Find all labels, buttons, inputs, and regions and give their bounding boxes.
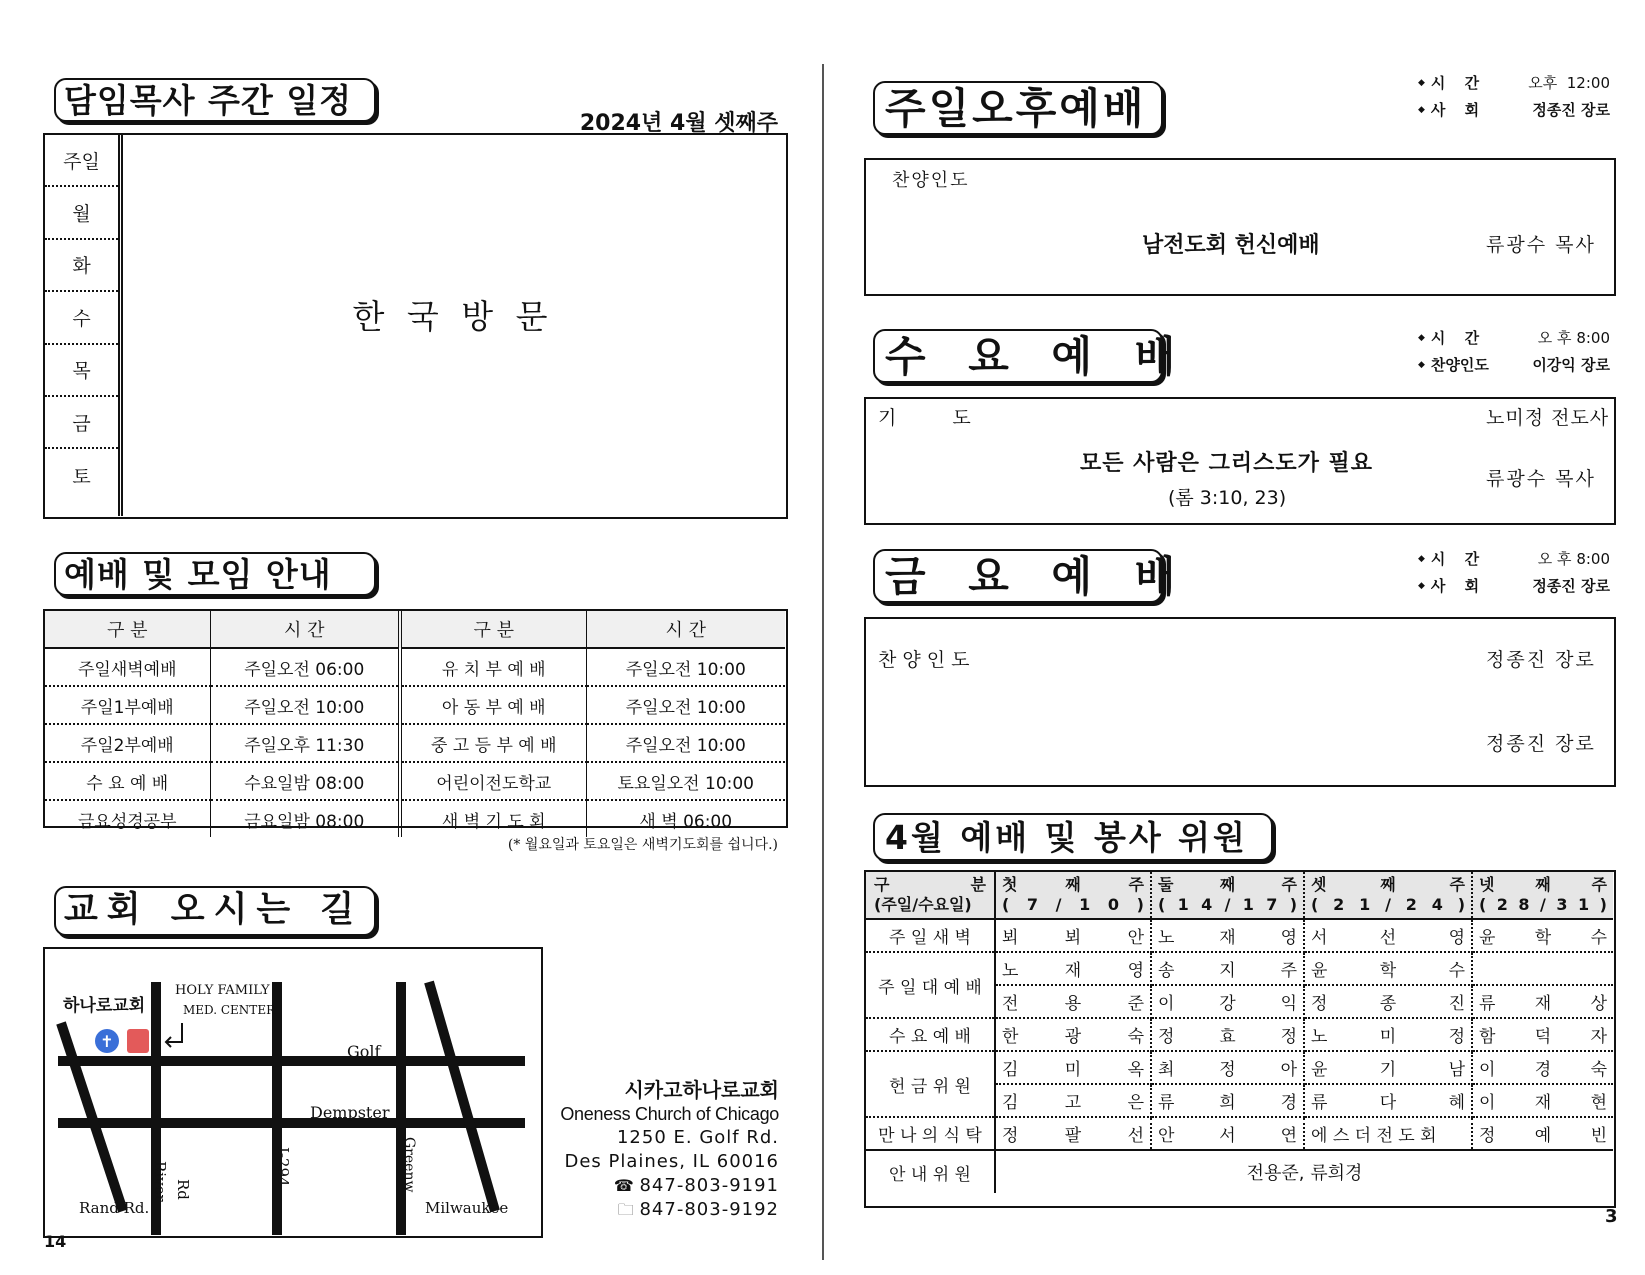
duty-row	[866, 1018, 1613, 1051]
directions-heading: 교회 오시는 길	[54, 886, 376, 936]
duty-name-char: 재	[1534, 1093, 1552, 1113]
duty-cell	[1472, 952, 1613, 985]
duty-name-char: 수	[1590, 928, 1607, 948]
duty-row-label: 헌 금 위 원	[866, 1051, 995, 1117]
services-header-time-2: 시 간	[586, 611, 785, 648]
duty-cell	[1472, 919, 1613, 952]
bullet-icon: ◆	[1418, 78, 1425, 88]
info-label: 시 간	[1430, 74, 1480, 92]
duty-cell	[1304, 1051, 1472, 1084]
phone-line	[555, 1174, 779, 1198]
duty-header-week	[1151, 872, 1304, 919]
duty-name-char: 학	[1534, 928, 1552, 948]
wednesday-info	[1418, 325, 1610, 379]
duty-row-label: 수 요 예 배	[866, 1018, 995, 1051]
info-value: 오 후 8:00	[1537, 329, 1610, 347]
weekday-cell: 금	[45, 397, 118, 449]
info-line	[1418, 97, 1610, 124]
hospital-label-2: MED. CENTER	[183, 1003, 276, 1017]
sunday-pm-worship-leader: 찬양인도	[892, 170, 970, 191]
duty-name-char: 정	[1219, 1060, 1236, 1080]
friday-speaker: 정종진 장로	[1486, 733, 1596, 755]
friday-box	[864, 617, 1616, 787]
services-footnote: (* 월요일과 토요일은 새벽기도회를 쉽니다.)	[507, 837, 778, 853]
duty-cell	[1304, 985, 1472, 1018]
duty-cell	[1472, 1051, 1613, 1084]
folder-icon: 🗀	[617, 1200, 634, 1219]
duty-name-char: 숙	[1590, 1060, 1607, 1080]
duty-name-char: 혜	[1448, 1093, 1465, 1113]
bullet-icon: ◆	[1418, 105, 1425, 115]
weekday-column	[45, 135, 123, 516]
service-time: 새 벽 06:00	[639, 811, 733, 832]
church-korean-name: 시카고하나로교회	[624, 1078, 779, 1102]
duty-cell	[1304, 1018, 1472, 1051]
services-header-division-2: 구 분	[400, 611, 586, 648]
service-row	[45, 648, 785, 686]
duty-cell	[1472, 1117, 1613, 1150]
weekly-schedule-table	[43, 133, 788, 519]
duty-name-char: 정	[1479, 1126, 1496, 1146]
duty-header-week	[1304, 872, 1472, 919]
duty-name-char: 김	[1002, 1093, 1019, 1113]
church-map-label: 하나로교회	[63, 996, 146, 1016]
services-table	[45, 611, 785, 837]
duty-name-char: 강	[1219, 994, 1236, 1014]
service-row	[45, 762, 785, 800]
duty-cell	[1304, 919, 1472, 952]
duty-cell	[1151, 985, 1304, 1018]
wednesday-prayer-label: 기 도	[878, 407, 971, 429]
services-heading: 예배 및 모임 안내	[54, 552, 376, 596]
weekly-schedule-heading: 담임목사 주간 일정	[54, 78, 376, 122]
duty-name-char: 숙	[1127, 1027, 1144, 1047]
sunday-pm-heading: 주일오후예배	[873, 81, 1163, 135]
weekday-cell: 수	[45, 292, 118, 344]
duty-header-week	[995, 872, 1151, 919]
duty-name-char: 광	[1064, 1027, 1082, 1047]
duty-table-frame	[864, 870, 1616, 1208]
duty-cell	[995, 919, 1151, 952]
greenwood-label: Greenw	[401, 1137, 417, 1193]
duty-name-char: 한	[1002, 1027, 1019, 1047]
service-time: 주일오전 06:00	[210, 648, 400, 686]
duty-name-char: 영	[1448, 928, 1465, 948]
rd-label: Rd	[174, 1179, 192, 1200]
info-label: 시 간	[1430, 550, 1480, 568]
info-value: 오후 12:00	[1528, 74, 1610, 92]
street-address: 1250 E. Golf Rd.	[616, 1127, 779, 1148]
info-line	[1418, 325, 1610, 352]
duty-name-char: 함	[1479, 1027, 1496, 1047]
rand-road	[61, 1023, 123, 1211]
wednesday-prayer-name: 노미정 전도사	[1486, 407, 1610, 429]
duty-header-division-label: 구 분	[874, 875, 986, 894]
duty-name-char: 송	[1158, 961, 1175, 981]
page-divider	[822, 64, 824, 1260]
service-row	[45, 686, 785, 724]
duty-row	[866, 1051, 1613, 1084]
friday-info	[1418, 546, 1610, 600]
info-label: 시 간	[1430, 329, 1480, 347]
duty-name-char: 진	[1448, 994, 1465, 1014]
milwaukee-road	[429, 982, 495, 1211]
duty-cell	[1151, 1051, 1304, 1084]
duty-name-char: 선	[1127, 1126, 1144, 1146]
duty-name-char: 상	[1590, 994, 1607, 1014]
weekday-cell: 월	[45, 187, 118, 239]
duty-cell	[1472, 1018, 1613, 1051]
duty-name-char: 희	[1219, 1093, 1236, 1113]
duty-cell	[1304, 1084, 1472, 1117]
service-name: 아 동 부 예 배	[400, 686, 586, 724]
services-header-time-1: 시 간	[210, 611, 400, 648]
duty-name-char: 기	[1379, 1060, 1397, 1080]
duty-name-char: 전	[1002, 994, 1019, 1014]
duty-name-char: 학	[1379, 961, 1397, 981]
duty-name-char: 영	[1127, 961, 1144, 981]
duty-cell	[995, 1084, 1151, 1117]
weekday-cell: 목	[45, 345, 118, 397]
duty-week-name: 첫 째 주	[1002, 875, 1144, 894]
duty-cell	[1151, 1117, 1304, 1150]
svg-text:✝: ✝	[100, 1032, 114, 1051]
weekday-cell: 화	[45, 240, 118, 292]
service-time: 주일오전 10:00	[210, 686, 400, 724]
duty-usher-label: 안 내 위 원	[866, 1150, 995, 1193]
sunday-pm-title: 남전도회 헌신예배	[1142, 233, 1320, 258]
services-header-division-1: 구 분	[45, 611, 210, 648]
duty-name-char: 재	[1064, 961, 1082, 981]
duty-row-label: 만 나 의 식 탁	[866, 1117, 995, 1150]
wednesday-verse: (롬 3:10, 23)	[1168, 487, 1287, 509]
duty-name-char: 정	[1311, 994, 1328, 1014]
duty-usher-row	[866, 1150, 1613, 1193]
duty-name-char: 용	[1064, 994, 1082, 1014]
duty-cell	[1151, 1084, 1304, 1117]
duty-cell	[1151, 1018, 1304, 1051]
info-value: 이강익 장로	[1532, 356, 1610, 374]
info-line	[1418, 546, 1610, 573]
duty-week-dates: ( 1 4 / 1 7 )	[1158, 895, 1297, 914]
duty-name-char: 연	[1280, 1126, 1297, 1146]
phone-icon: ☎	[613, 1176, 634, 1195]
duty-name-char: 정	[1280, 1027, 1297, 1047]
service-name: 어린이전도학교	[400, 762, 586, 800]
info-value: 정종진 장로	[1532, 577, 1610, 595]
duty-name-char: 지	[1219, 961, 1236, 981]
duty-name-char: 팔	[1064, 1126, 1082, 1146]
duty-week-name: 둘 째 주	[1158, 875, 1297, 894]
fax-number: 847-803-9192	[639, 1199, 779, 1220]
duty-name-char: 안	[1127, 928, 1144, 948]
duty-name-char: 윤	[1311, 1060, 1328, 1080]
duty-cell	[1304, 952, 1472, 985]
duty-name-char: 뵈	[1064, 928, 1082, 948]
duty-header-week	[1472, 872, 1613, 919]
duty-name-char: 정	[1158, 1027, 1175, 1047]
duty-header-days: (주일/수요일)	[874, 895, 972, 914]
friday-heading: 금 요 예 배	[873, 549, 1163, 603]
duty-week-dates: ( 2 8 / 3 1 )	[1479, 895, 1607, 914]
info-label: 찬양인도	[1430, 356, 1489, 374]
duty-week-name: 셋 째 주	[1311, 875, 1465, 894]
service-row	[45, 800, 785, 837]
duty-name-char: 효	[1219, 1027, 1236, 1047]
duty-cell	[1151, 952, 1304, 985]
sunday-pm-info	[1418, 70, 1610, 124]
wednesday-box	[864, 397, 1616, 525]
church-map	[43, 947, 543, 1238]
milwaukee-label: Milwaukee	[425, 1199, 509, 1217]
rand-label: Rand Rd.	[79, 1199, 150, 1217]
duty-name-char: 고	[1064, 1093, 1082, 1113]
duty-name-char: 예	[1534, 1126, 1552, 1146]
duty-row-label: 주 일 새 벽	[866, 919, 995, 952]
duty-usher-names: 전용준, 류희경	[995, 1150, 1613, 1193]
duty-name-char: 경	[1280, 1093, 1297, 1113]
bullet-icon: ◆	[1418, 333, 1425, 343]
i294-label: I-294	[274, 1147, 292, 1187]
duty-name-char: 영	[1280, 928, 1297, 948]
church-marker-icon	[127, 1029, 149, 1053]
duty-name-char: 이	[1479, 1060, 1496, 1080]
service-time: 주일오전 10:00	[586, 686, 785, 724]
dempster-label: Dempster	[310, 1103, 390, 1122]
duty-cell	[995, 952, 1151, 985]
duty-cell	[995, 1018, 1151, 1051]
duty-cell	[1304, 1117, 1472, 1150]
duty-row	[866, 952, 1613, 985]
friday-leader-name: 정종진 장로	[1486, 649, 1596, 671]
schedule-note: 한 국 방 문	[352, 297, 554, 336]
info-label: 사 회	[1430, 101, 1480, 119]
duty-table	[866, 872, 1613, 1193]
wednesday-speaker: 류광수 목사	[1486, 468, 1596, 490]
duty-name-char: 미	[1379, 1027, 1397, 1047]
duty-name-char: 윤	[1479, 928, 1496, 948]
fax-line	[555, 1198, 779, 1222]
duty-cell	[1472, 1084, 1613, 1117]
duty-header-division	[866, 872, 995, 919]
duty-cell	[995, 985, 1151, 1018]
duty-name-char: 빈	[1590, 1126, 1607, 1146]
duty-row	[866, 1117, 1613, 1150]
duty-heading: 4월 예배 및 봉사 위원	[873, 813, 1273, 861]
duty-name-char: 뵈	[1002, 928, 1019, 948]
duty-name-char: 이	[1479, 1093, 1496, 1113]
duty-name-char: 정	[1002, 1126, 1019, 1146]
weekday-cell: 토	[72, 465, 91, 488]
golf-label: Golf	[347, 1042, 381, 1061]
duty-week-dates: ( 7 / 1 0 )	[1002, 895, 1144, 914]
duty-name-char: 안	[1158, 1126, 1175, 1146]
sunday-pm-speaker: 류광수 목사	[1486, 234, 1596, 256]
duty-name-char: 미	[1064, 1060, 1082, 1080]
hospital-label-1: HOLY FAMILY	[175, 983, 270, 998]
duty-name-char: 다	[1379, 1093, 1397, 1113]
duty-name-char: 수	[1448, 961, 1465, 981]
duty-name-char: 이	[1158, 994, 1175, 1014]
service-name: 주일1부예배	[45, 686, 210, 724]
duty-name-char: 류	[1158, 1093, 1175, 1113]
duty-name-char: 에 스 더 전 도 회	[1311, 1126, 1437, 1146]
duty-name-char: 노	[1158, 928, 1175, 948]
duty-name-char: 준	[1127, 994, 1144, 1014]
duty-name-char: 현	[1590, 1093, 1607, 1113]
week-label: 2024년 4월 셋째주	[579, 111, 778, 136]
duty-row	[866, 919, 1613, 952]
duty-name-char: 남	[1448, 1060, 1465, 1080]
river-label: River	[151, 1161, 169, 1202]
service-name: 수 요 예 배	[45, 762, 210, 800]
info-line	[1418, 352, 1610, 379]
left-page-number: 14	[44, 1232, 67, 1251]
duty-name-char: 옥	[1127, 1060, 1144, 1080]
duty-header-row	[866, 872, 1613, 919]
phone-number: 847-803-9191	[639, 1175, 779, 1196]
service-name: 주일2부예배	[45, 724, 210, 762]
duty-cell	[1472, 985, 1613, 1018]
service-name: 유 치 부 예 배	[400, 648, 586, 686]
duty-name-char: 노	[1311, 1027, 1328, 1047]
duty-week-name: 넷 째 주	[1479, 875, 1607, 894]
wednesday-title: 모든 사람은 그리스도가 필요	[1080, 451, 1374, 476]
friday-worship-leader: 찬 양 인 도	[878, 649, 970, 671]
right-page-number: 3	[1605, 1206, 1618, 1227]
bullet-icon: ◆	[1418, 554, 1425, 564]
service-time: 주일오전 10:00	[586, 648, 785, 686]
duty-cell	[995, 1051, 1151, 1084]
service-time: 토요일오전 10:00	[586, 762, 785, 800]
duty-name-char: 익	[1280, 994, 1297, 1014]
duty-cell	[1151, 919, 1304, 952]
duty-name-char: 윤	[1311, 961, 1328, 981]
duty-name-char: 서	[1219, 1126, 1236, 1146]
duty-name-char: 재	[1219, 928, 1236, 948]
service-row	[45, 724, 785, 762]
service-name: 주일새벽예배	[45, 648, 210, 686]
weekday-cell: 주일	[45, 135, 118, 187]
sunday-pm-box	[864, 158, 1616, 296]
duty-name-char: 덕	[1534, 1027, 1552, 1047]
duty-row-label: 주 일 대 예 배	[866, 952, 995, 1018]
service-name: 금요성경공부	[45, 800, 210, 837]
church-english-name: Oneness Church of Chicago	[560, 1104, 779, 1124]
duty-name-char: 은	[1127, 1093, 1144, 1113]
address-block	[555, 1078, 779, 1222]
info-value: 정종진 장로	[1532, 101, 1610, 119]
duty-name-char: 아	[1280, 1060, 1297, 1080]
duty-name-char: 주	[1280, 961, 1297, 981]
service-name: 중 고 등 부 예 배	[400, 724, 586, 762]
duty-name-char: 노	[1002, 961, 1019, 981]
duty-name-char: 종	[1379, 994, 1397, 1014]
services-table-frame	[43, 609, 788, 832]
bullet-icon: ◆	[1418, 581, 1425, 591]
service-name: 새 벽 기 도 회	[400, 800, 586, 837]
duty-name-char: 김	[1002, 1060, 1019, 1080]
duty-name-char: 선	[1379, 928, 1397, 948]
duty-name-char: 류	[1479, 994, 1496, 1014]
service-time: 금요일밤 08:00	[210, 800, 400, 837]
wednesday-heading: 수 요 예 배	[873, 329, 1163, 383]
duty-name-char: 자	[1590, 1027, 1607, 1047]
duty-name-char: 정	[1448, 1027, 1465, 1047]
service-time: 수요일밤 08:00	[210, 762, 400, 800]
duty-name-char: 류	[1311, 1093, 1328, 1113]
duty-name-char: 최	[1158, 1060, 1175, 1080]
city-address: Des Plaines, IL 60016	[564, 1151, 779, 1172]
duty-cell	[995, 1117, 1151, 1150]
duty-name-char: 서	[1311, 928, 1328, 948]
duty-name-char: 경	[1534, 1060, 1552, 1080]
service-time: 주일오전 10:00	[586, 724, 785, 762]
service-time: 주일오후 11:30	[210, 724, 400, 762]
bullet-icon: ◆	[1418, 360, 1425, 370]
duty-week-dates: ( 2 1 / 2 4 )	[1311, 895, 1465, 914]
duty-name-char: 재	[1534, 994, 1552, 1014]
info-value: 오 후 8:00	[1537, 550, 1610, 568]
info-label: 사 회	[1430, 577, 1480, 595]
info-line	[1418, 573, 1610, 600]
info-line	[1418, 70, 1610, 97]
